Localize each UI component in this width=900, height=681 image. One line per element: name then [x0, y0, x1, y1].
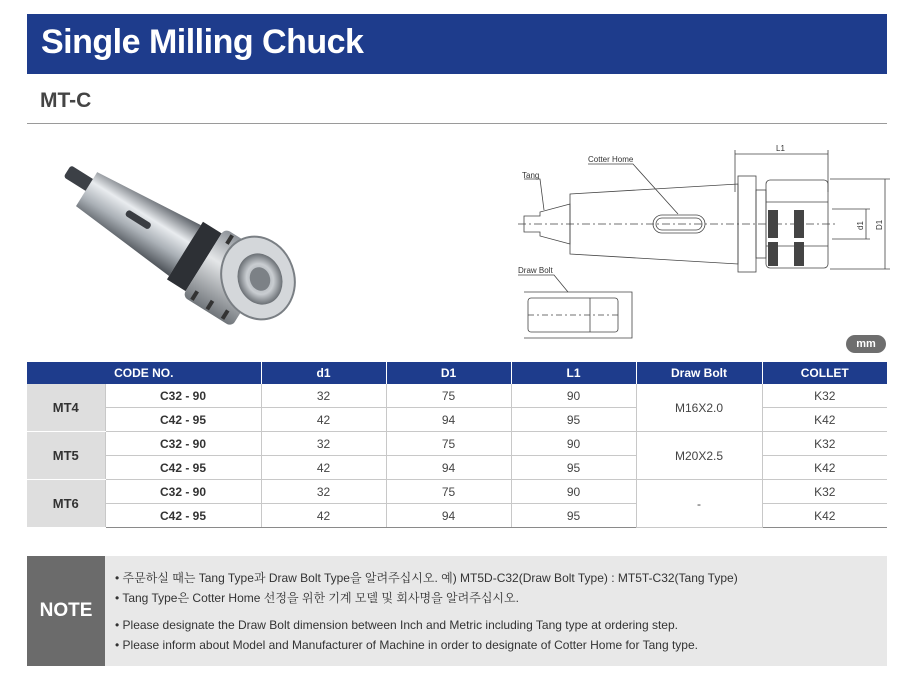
- L1-cell: 90: [511, 384, 636, 408]
- L1-cell: 95: [511, 504, 636, 528]
- group-label: MT6: [27, 480, 105, 528]
- note-line: • Please designate the Draw Bolt dimension between Inch and Metric including Tang type at ordering step.: [115, 618, 678, 632]
- unit-badge: mm: [846, 335, 886, 353]
- code-cell: C42 - 95: [105, 504, 261, 528]
- L1-cell: 95: [511, 456, 636, 480]
- d1-cell: 42: [261, 504, 386, 528]
- D1-cell: 75: [386, 480, 511, 504]
- header-D1: D1: [386, 362, 511, 384]
- collet-cell: K42: [762, 456, 887, 480]
- product-photo: [38, 140, 303, 340]
- code-cell: C32 - 90: [105, 432, 261, 456]
- l1-label: L1: [776, 144, 785, 153]
- code-cell: C42 - 95: [105, 456, 261, 480]
- L1-cell: 90: [511, 480, 636, 504]
- model-subtitle: MT-C: [40, 89, 92, 112]
- note-box: [27, 556, 887, 666]
- note-line: • Please inform about Model and Manufacturer of Machine in order to designate of Cotter Home for Tang type.: [115, 638, 698, 652]
- L1-cell: 90: [511, 432, 636, 456]
- collet-cell: K32: [762, 480, 887, 504]
- technical-drawing: [510, 142, 890, 342]
- header-L1: L1: [511, 362, 636, 384]
- collet-cell: K42: [762, 504, 887, 528]
- header-collet: COLLET: [762, 362, 887, 384]
- code-cell: C32 - 90: [105, 480, 261, 504]
- draw-bolt-cell: M16X2.0: [636, 384, 762, 432]
- D1-cell: 94: [386, 456, 511, 480]
- code-cell: C32 - 90: [105, 384, 261, 408]
- d1-cell: 42: [261, 408, 386, 432]
- note-label: NOTE: [27, 556, 105, 666]
- draw-bolt-cell: M20X2.5: [636, 432, 762, 480]
- note-lines: [115, 568, 738, 655]
- note-line: • 주문하실 때는 Tang Type과 Draw Bolt Type을 알려주십시오. 예) MT5D-C32(Draw Bolt Type) : MT5T-C32(Tang Type): [115, 571, 738, 585]
- tang-label: Tang: [522, 171, 540, 180]
- spec-table: [27, 362, 887, 528]
- page-title: Single Milling Chuck: [41, 23, 364, 61]
- header-d1: d1: [261, 362, 386, 384]
- d1-label: d1: [856, 221, 865, 230]
- note-line: • Tang Type은 Cotter Home 선정을 위한 기계 모델 및 회사명을 알려주십시오.: [115, 591, 519, 605]
- cotter-home-label: Cotter Home: [588, 155, 634, 164]
- d1-cell: 42: [261, 456, 386, 480]
- D1-cell: 75: [386, 384, 511, 408]
- collet-cell: K42: [762, 408, 887, 432]
- d1-cell: 32: [261, 384, 386, 408]
- d1-cell: 32: [261, 432, 386, 456]
- D1-cell: 75: [386, 432, 511, 456]
- table-row: [27, 384, 887, 408]
- collet-cell: K32: [762, 384, 887, 408]
- D1-cell: 94: [386, 408, 511, 432]
- table-row: [27, 480, 887, 504]
- draw-bolt-cell: -: [636, 480, 762, 528]
- table-header-row: [27, 362, 887, 384]
- collet-cell: K32: [762, 432, 887, 456]
- group-label: MT4: [27, 384, 105, 432]
- title-bar: [27, 14, 887, 74]
- draw-bolt-label: Draw Bolt: [518, 266, 553, 275]
- D1-cell: 94: [386, 504, 511, 528]
- code-cell: C42 - 95: [105, 408, 261, 432]
- D1-label: D1: [875, 219, 884, 230]
- divider: [27, 123, 887, 124]
- table-row: [27, 432, 887, 456]
- header-draw-bolt: Draw Bolt: [636, 362, 762, 384]
- header-code: CODE NO.: [27, 362, 261, 384]
- L1-cell: 95: [511, 408, 636, 432]
- d1-cell: 32: [261, 480, 386, 504]
- group-label: MT5: [27, 432, 105, 480]
